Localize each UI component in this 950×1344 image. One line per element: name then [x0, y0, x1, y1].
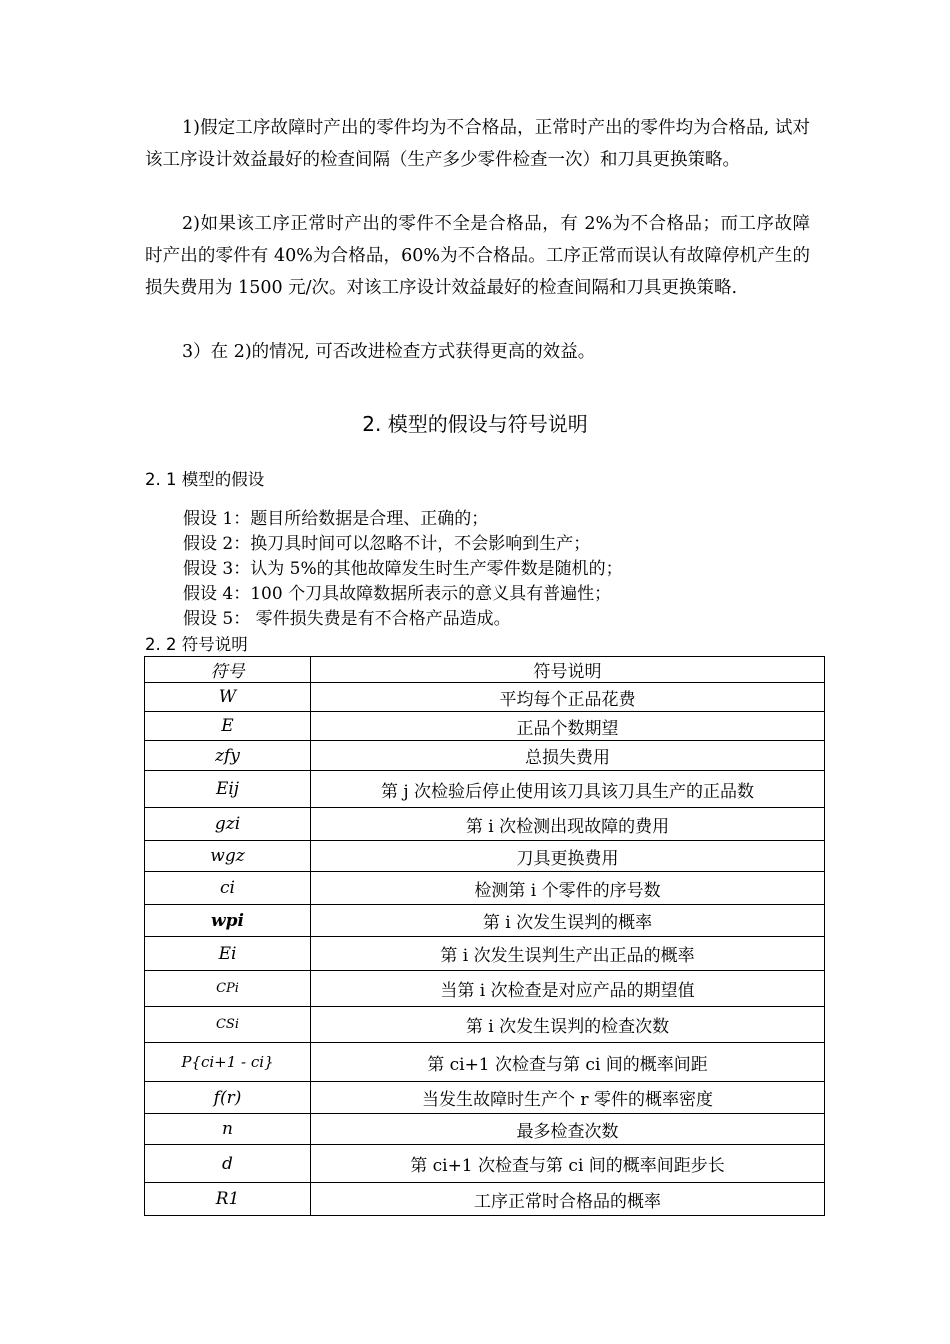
table-row	[145, 1183, 825, 1216]
description-cell: 平均每个正品花费	[311, 683, 825, 712]
description-cell: 最多检查次数	[311, 1114, 825, 1145]
table-row	[145, 741, 825, 771]
table-row	[145, 683, 825, 712]
symbol-cell: CPi	[145, 971, 311, 1007]
table-row	[145, 1114, 825, 1145]
intro-paragraph-2: 2)如果该工序正常时产出的零件不全是合格品，有 2%为不合格品；而工序故障时产出的零件有 40%为合格品，60%为不合格品。工序正常而误认有故障停机产生的损失费用为 1500 元/次。对该工序设计效益最好的检查间隔和刀具更换策略.	[145, 214, 810, 298]
description-cell: 第 i 次发生误判的检查次数	[311, 1007, 825, 1043]
table-row	[145, 808, 825, 841]
table-row	[145, 1007, 825, 1043]
assumption-2: 假设 2：换刀具时间可以忽略不计，不会影响到生产；	[183, 534, 591, 554]
table-row	[145, 872, 825, 905]
subsection-assumptions-title: 2. 1 模型的假设	[145, 470, 265, 489]
description-cell: 总损失费用	[311, 741, 825, 771]
table-row	[145, 905, 825, 937]
symbol-cell: d	[145, 1145, 311, 1183]
description-cell: 刀具更换费用	[311, 841, 825, 872]
table-row	[145, 771, 825, 808]
symbol-cell: W	[145, 683, 311, 712]
symbol-cell: gzi	[145, 808, 311, 841]
section-title: 2. 模型的假设与符号说明	[362, 412, 588, 436]
symbol-cell: Ei	[145, 937, 311, 971]
symbol-cell: wpi	[145, 905, 311, 937]
header-symbol: 符号	[145, 657, 311, 683]
description-cell: 第 i 次检测出现故障的费用	[311, 808, 825, 841]
description-cell: 正品个数期望	[311, 712, 825, 741]
symbol-cell: zfy	[145, 741, 311, 771]
description-cell: 第 ci+1 次检查与第 ci 间的概率间距	[311, 1043, 825, 1082]
description-cell: 第 ci+1 次检查与第 ci 间的概率间距步长	[311, 1145, 825, 1183]
symbol-table	[144, 656, 825, 1216]
subsection-symbols-title: 2. 2 符号说明	[145, 635, 248, 654]
table-row	[145, 841, 825, 872]
description-cell: 检测第 i 个零件的序号数	[311, 872, 825, 905]
description-cell: 第 i 次发生误判生产出正品的概率	[311, 937, 825, 971]
symbol-cell: ci	[145, 872, 311, 905]
assumption-1: 假设 1：题目所给数据是合理、正确的；	[183, 509, 489, 529]
description-cell: 当发生故障时生产个 r 零件的概率密度	[311, 1082, 825, 1114]
symbol-cell: E	[145, 712, 311, 741]
description-cell: 当第 i 次检查是对应产品的期望值	[311, 971, 825, 1007]
symbol-cell: CSi	[145, 1007, 311, 1043]
symbol-cell: R1	[145, 1183, 311, 1216]
assumption-5: 假设 5： 零件损失费是有不合格产品造成。	[183, 609, 511, 629]
table-row	[145, 1082, 825, 1114]
description-cell: 工序正常时合格品的概率	[311, 1183, 825, 1216]
symbol-cell: f(r)	[145, 1082, 311, 1114]
table-row	[145, 712, 825, 741]
intro-paragraph-1: 1)假定工序故障时产出的零件均为不合格品，正常时产出的零件均为合格品, 试对该工序设计效益最好的检查间隔（生产多少零件检查一次）和刀具更换策略。	[145, 118, 810, 170]
table-header-row	[145, 657, 825, 683]
table-row	[145, 937, 825, 971]
table-row	[145, 1145, 825, 1183]
symbol-cell: wgz	[145, 841, 311, 872]
description-cell: 第 i 次发生误判的概率	[311, 905, 825, 937]
assumption-3: 假设 3：认为 5%的其他故障发生时生产零件数是随机的；	[183, 559, 623, 579]
assumption-4: 假设 4：100 个刀具故障数据所表示的意义具有普遍性；	[183, 584, 612, 604]
symbol-cell: n	[145, 1114, 311, 1145]
header-description: 符号说明	[311, 657, 825, 683]
description-cell: 第 j 次检验后停止使用该刀具该刀具生产的正品数	[311, 771, 825, 808]
symbol-cell: P{ci+1 - ci}	[145, 1043, 311, 1082]
table-row	[145, 971, 825, 1007]
intro-paragraph-3: 3）在 2)的情况, 可否改进检查方式获得更高的效益。	[182, 342, 596, 362]
symbol-cell: Eij	[145, 771, 311, 808]
table-row	[145, 1043, 825, 1082]
